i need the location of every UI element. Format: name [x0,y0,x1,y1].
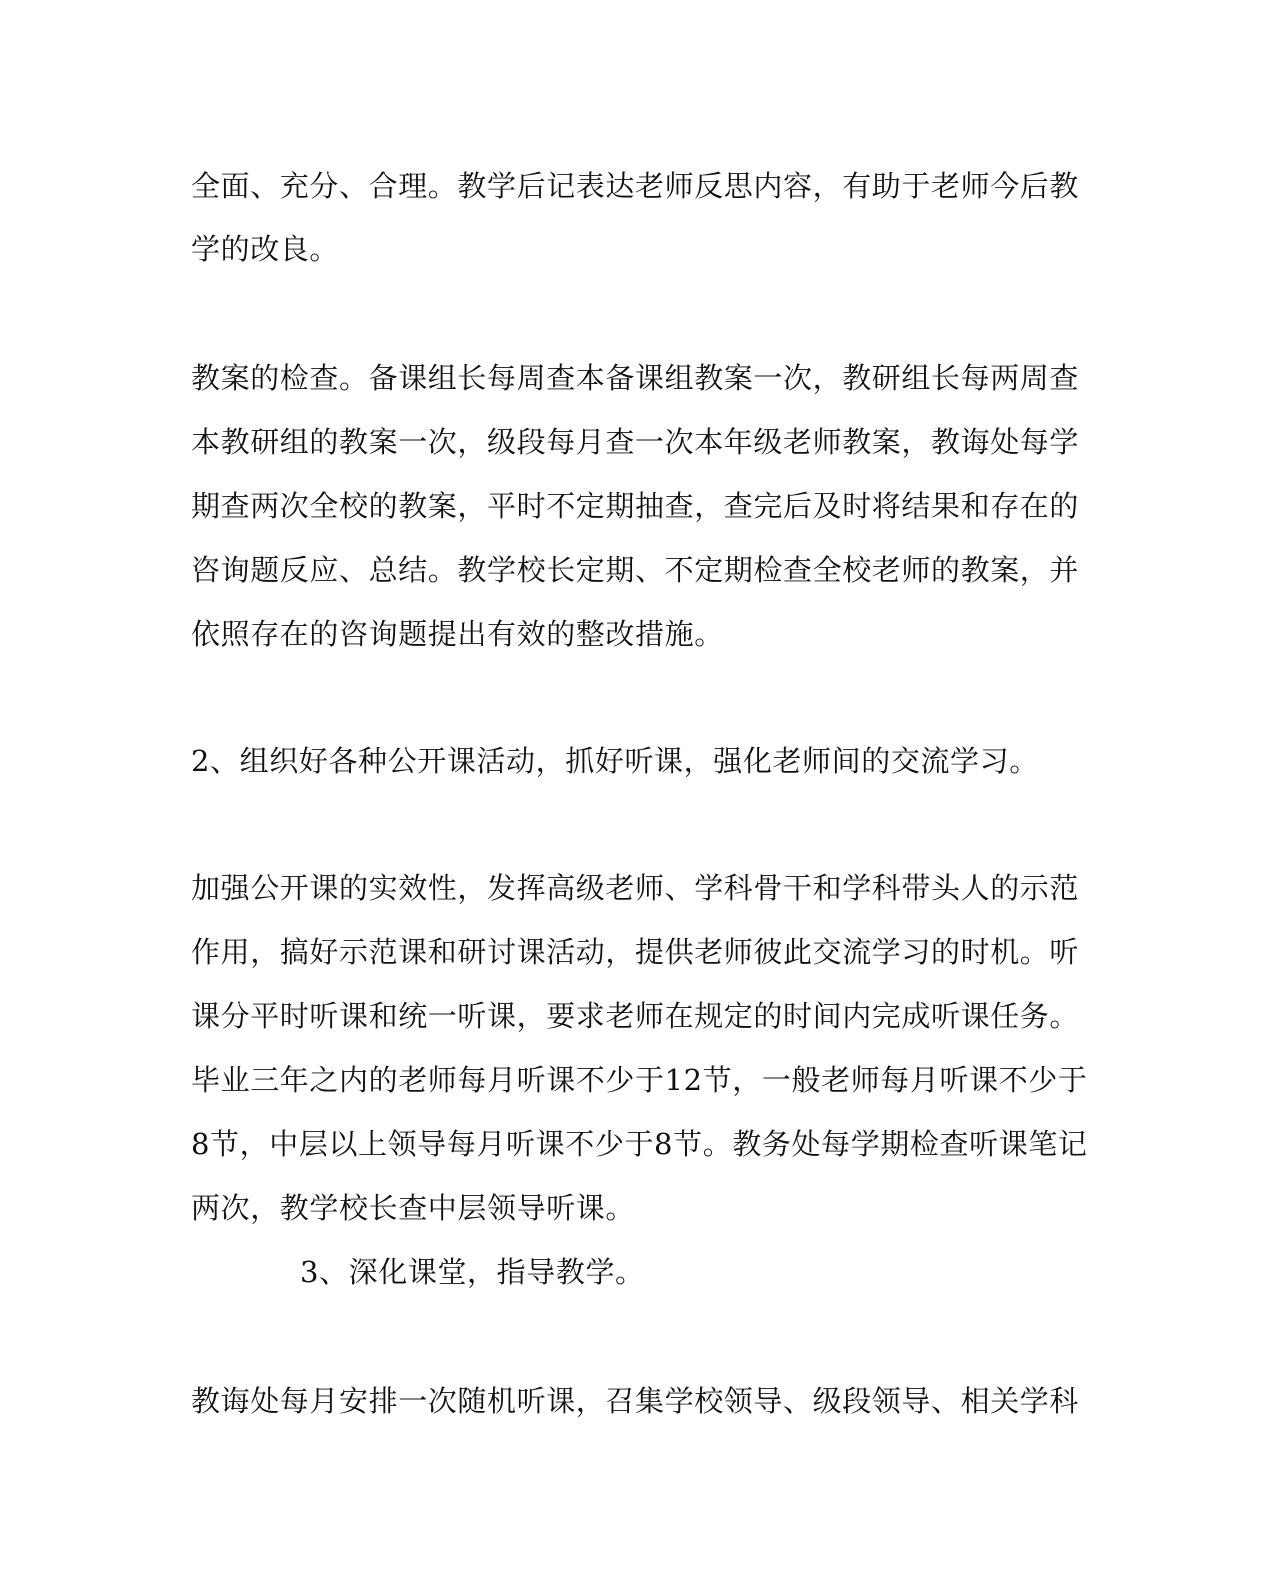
paragraph-line-2: 学的改良。 [191,232,340,266]
section-heading-3: 3、深化课堂，指导教学。 [300,1255,645,1289]
paragraph-line-7: 依照存在的咨询题提出有效的整改措施。 [191,617,724,651]
paragraph-line-1: 全面、充分、合理。教学后记表达老师反思内容，有助于老师今后教 [191,169,1080,203]
paragraph-line-10: 作用，搞好示范课和研讨课活动，提供老师彼此交流学习的时机。听 [191,935,1080,969]
paragraph-line-4: 本教研组的教案一次，级段每月查一次本年级老师教案，教诲处每学 [191,425,1080,459]
section-heading-2: 2、组织好各种公开课活动，抓好听课，强化老师间的交流学习。 [191,744,1039,778]
paragraph-line-5: 期查两次全校的教案，平时不定期抽查，查完后及时将结果和存在的 [191,489,1080,523]
paragraph-line-16: 教诲处每月安排一次随机听课，召集学校领导、级段领导、相关学科 [191,1384,1080,1418]
paragraph-line-13: 8节，中层以上领导每月听课不少于8节。教务处每学期检查听课笔记 [191,1127,1088,1161]
paragraph-line-3: 教案的检查。备课组长每周查本备课组教案一次，教研组长每两周查 [191,361,1080,395]
paragraph-line-9: 加强公开课的实效性，发挥高级老师、学科骨干和学科带头人的示范 [191,871,1080,905]
paragraph-line-12: 毕业三年之内的老师每月听课不少于12节，一般老师每月听课不少于 [191,1063,1088,1097]
paragraph-line-6: 咨询题反应、总结。教学校长定期、不定期检查全校老师的教案，并 [191,553,1080,587]
paragraph-line-11: 课分平时听课和统一听课，要求老师在规定的时间内完成听课任务。 [191,999,1080,1033]
paragraph-line-14: 两次，教学校长查中层领导听课。 [191,1191,636,1225]
